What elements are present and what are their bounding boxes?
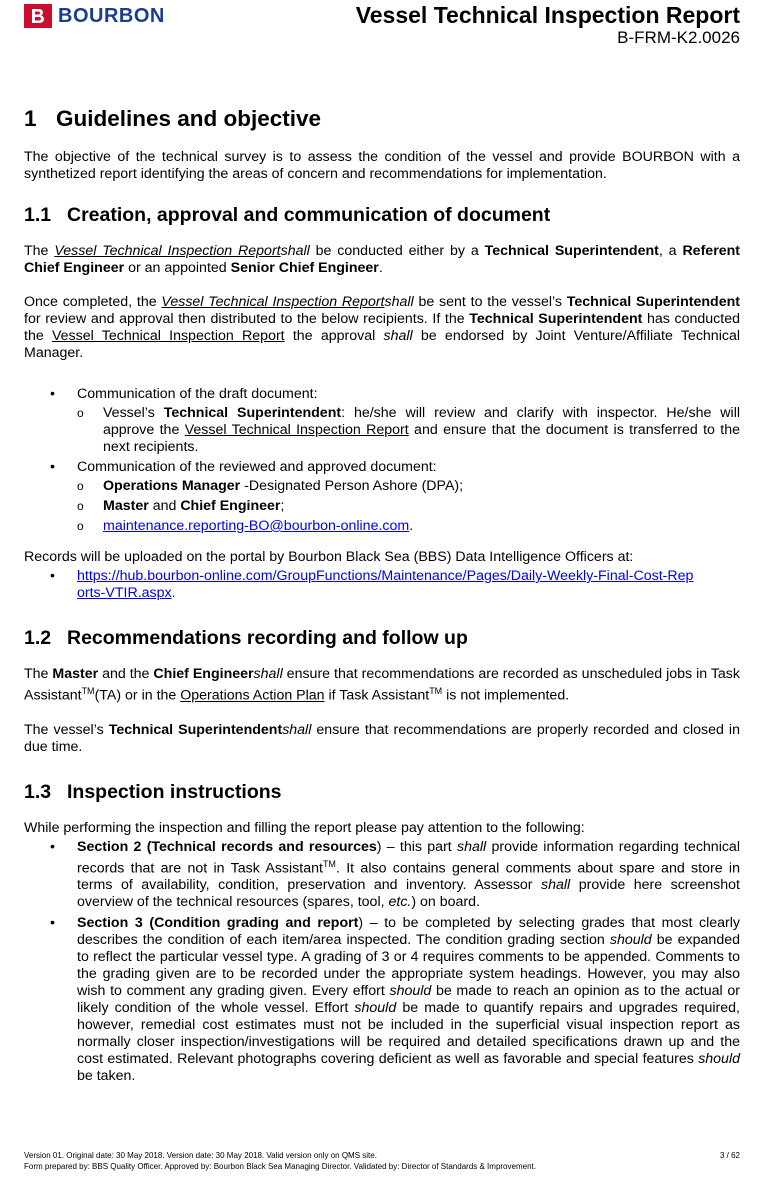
document-title: Vessel Technical Inspection Report [355,2,740,28]
list-item: • Communication of the draft document: o Vessel’s Technical Superintendent: he/she will review and clarify with inspector. He/she will approve the Vessel Technical Inspection Report and ensure that the document is transferred to the next recipients. [24,386,740,456]
sub-list [77,405,740,456]
list-item: o Operations Manager -Designated Person Ashore (DPA); [77,478,740,495]
section-1-3-intro: While performing the inspection and filling the report please pay attention to the following: [24,819,585,836]
page-footer [24,1150,740,1172]
section-1-2-heading: 1.2 Recommendations recording and follow up [24,627,468,649]
section-1-paragraph: The objective of the technical survey is to assess the condition of the vessel and provide BOURBON with a synthetized report identifying the areas of concern and recommendations for implementation. [24,149,740,182]
list-item: • Section 2 (Technical records and resources) – this part shall provide information regarding technical records that are not in Task Assistant™. It also contains general comments about spare and store in terms of availability, condition, preservation and inventory. Assessor shall provide here screenshot overview of the technical resources (spares, tool, etc.) on board. [24,839,740,912]
communication-list [24,386,740,535]
portal-list [24,568,740,602]
section-1-2-paragraph-1: The Master and the Chief Engineershall ensure that recommendations are recorded as unscheduled jobs in Task Assistant™(TA) or in the Operations Action Plan if Task Assistant™ is not implemented. [24,666,740,704]
list-item: o maintenance.reporting-BO@bourbon-online.com. [77,518,740,535]
section-1-1-paragraph-2: Once completed, the Vessel Technical Inspection Reportshall be sent to the vessel’s Technical Superintendent for review and approval then distributed to the below recipients. If the Technical Superintendent has conducted the Vessel Technical Inspection Report the approval shall be endorsed by Joint Venture/Affiliate Technical Manager. [24,294,740,361]
list-item: • https://hub.bourbon-online.com/GroupFunctions/Maintenance/Pages/Daily-Weekly-Final-Cost-Reports-VTIR.aspx. [24,568,740,602]
footer-version: Version 01. Original date: 30 May 2018. Version date: 30 May 2018. Valid version only on QMS site. [24,1151,377,1160]
document-code: B-FRM-K2.0026 [617,28,740,47]
section-1-1-paragraph-1: The Vessel Technical Inspection Reportshall be conducted either by a Technical Superintendent, a Referent Chief Engineer or an appointed Senior Chief Engineer. [24,243,740,276]
brand-name: BOURBON [58,4,165,27]
section-1-1-heading: 1.1 Creation, approval and communication of document [24,204,551,226]
list-item: o Master and Chief Engineer; [77,498,740,515]
page-header [0,0,776,60]
list-item: o Vessel’s Technical Superintendent: he/she will review and clarify with inspector. He/she will approve the Vessel Technical Inspection Report and ensure that the document is transferred to the next recipients. [77,405,740,456]
section-1-3-heading: 1.3 Inspection instructions [24,780,282,803]
page-number: 3 / 62 [719,1151,740,1160]
portal-link[interactable]: https://hub.bourbon-online.com/GroupFunctions/Maintenance/Pages/Daily-Weekly-Final-Cost-Reports-VTIR.aspx [77,568,694,601]
email-link[interactable]: maintenance.reporting-BO@bourbon-online.com [103,518,410,534]
footer-approval: Form prepared by: BBS Quality Officer. Approved by: Bourbon Black Sea Managing Director. Validated by: Director of Standards & Improvement. [24,1162,536,1171]
list-item: • Section 3 (Condition grading and report) – to be completed by selecting grades that most clearly describes the condition of each item/area inspected. The condition grading section should be expanded to reflect the particular vessel type. A grading of 3 or 4 requires comments to be appended. Comments to the grading given are to be recorded under the appropriate system headings. However, you may also wish to comment any grading given. Every effort should be made to reach an opinion as to the actual or likely condition of the whole vessel. Effort should be made to quantify repairs and upgrades required, however, remedial cost estimates must not be included in the superficial visual inspection report as normally closer inspection/investigations will be required and detailed specifications drawn up and the cost estimated. Relevant photographs covering deficient as well as favorable and special features should be taken. [24,915,740,1085]
sub-list [77,478,740,535]
instructions-list [24,839,740,1086]
bourbon-b-icon [24,4,52,28]
bourbon-logo [24,4,165,28]
records-paragraph: Records will be uploaded on the portal by Bourbon Black Sea (BBS) Data Intelligence Officers at: [24,549,634,565]
section-1-heading: 1 Guidelines and objective [24,106,322,131]
page-content [24,106,741,1085]
section-1-2-paragraph-2: The vessel’s Technical Superintendentshall ensure that recommendations are properly recorded and closed in due time. [24,721,740,755]
list-item: • Communication of the reviewed and approved document: o Operations Manager -Designated Person Ashore (DPA); o Master and Chief Engineer; o maintenance.reporting-BO@bourbon-online.com. [24,459,740,535]
